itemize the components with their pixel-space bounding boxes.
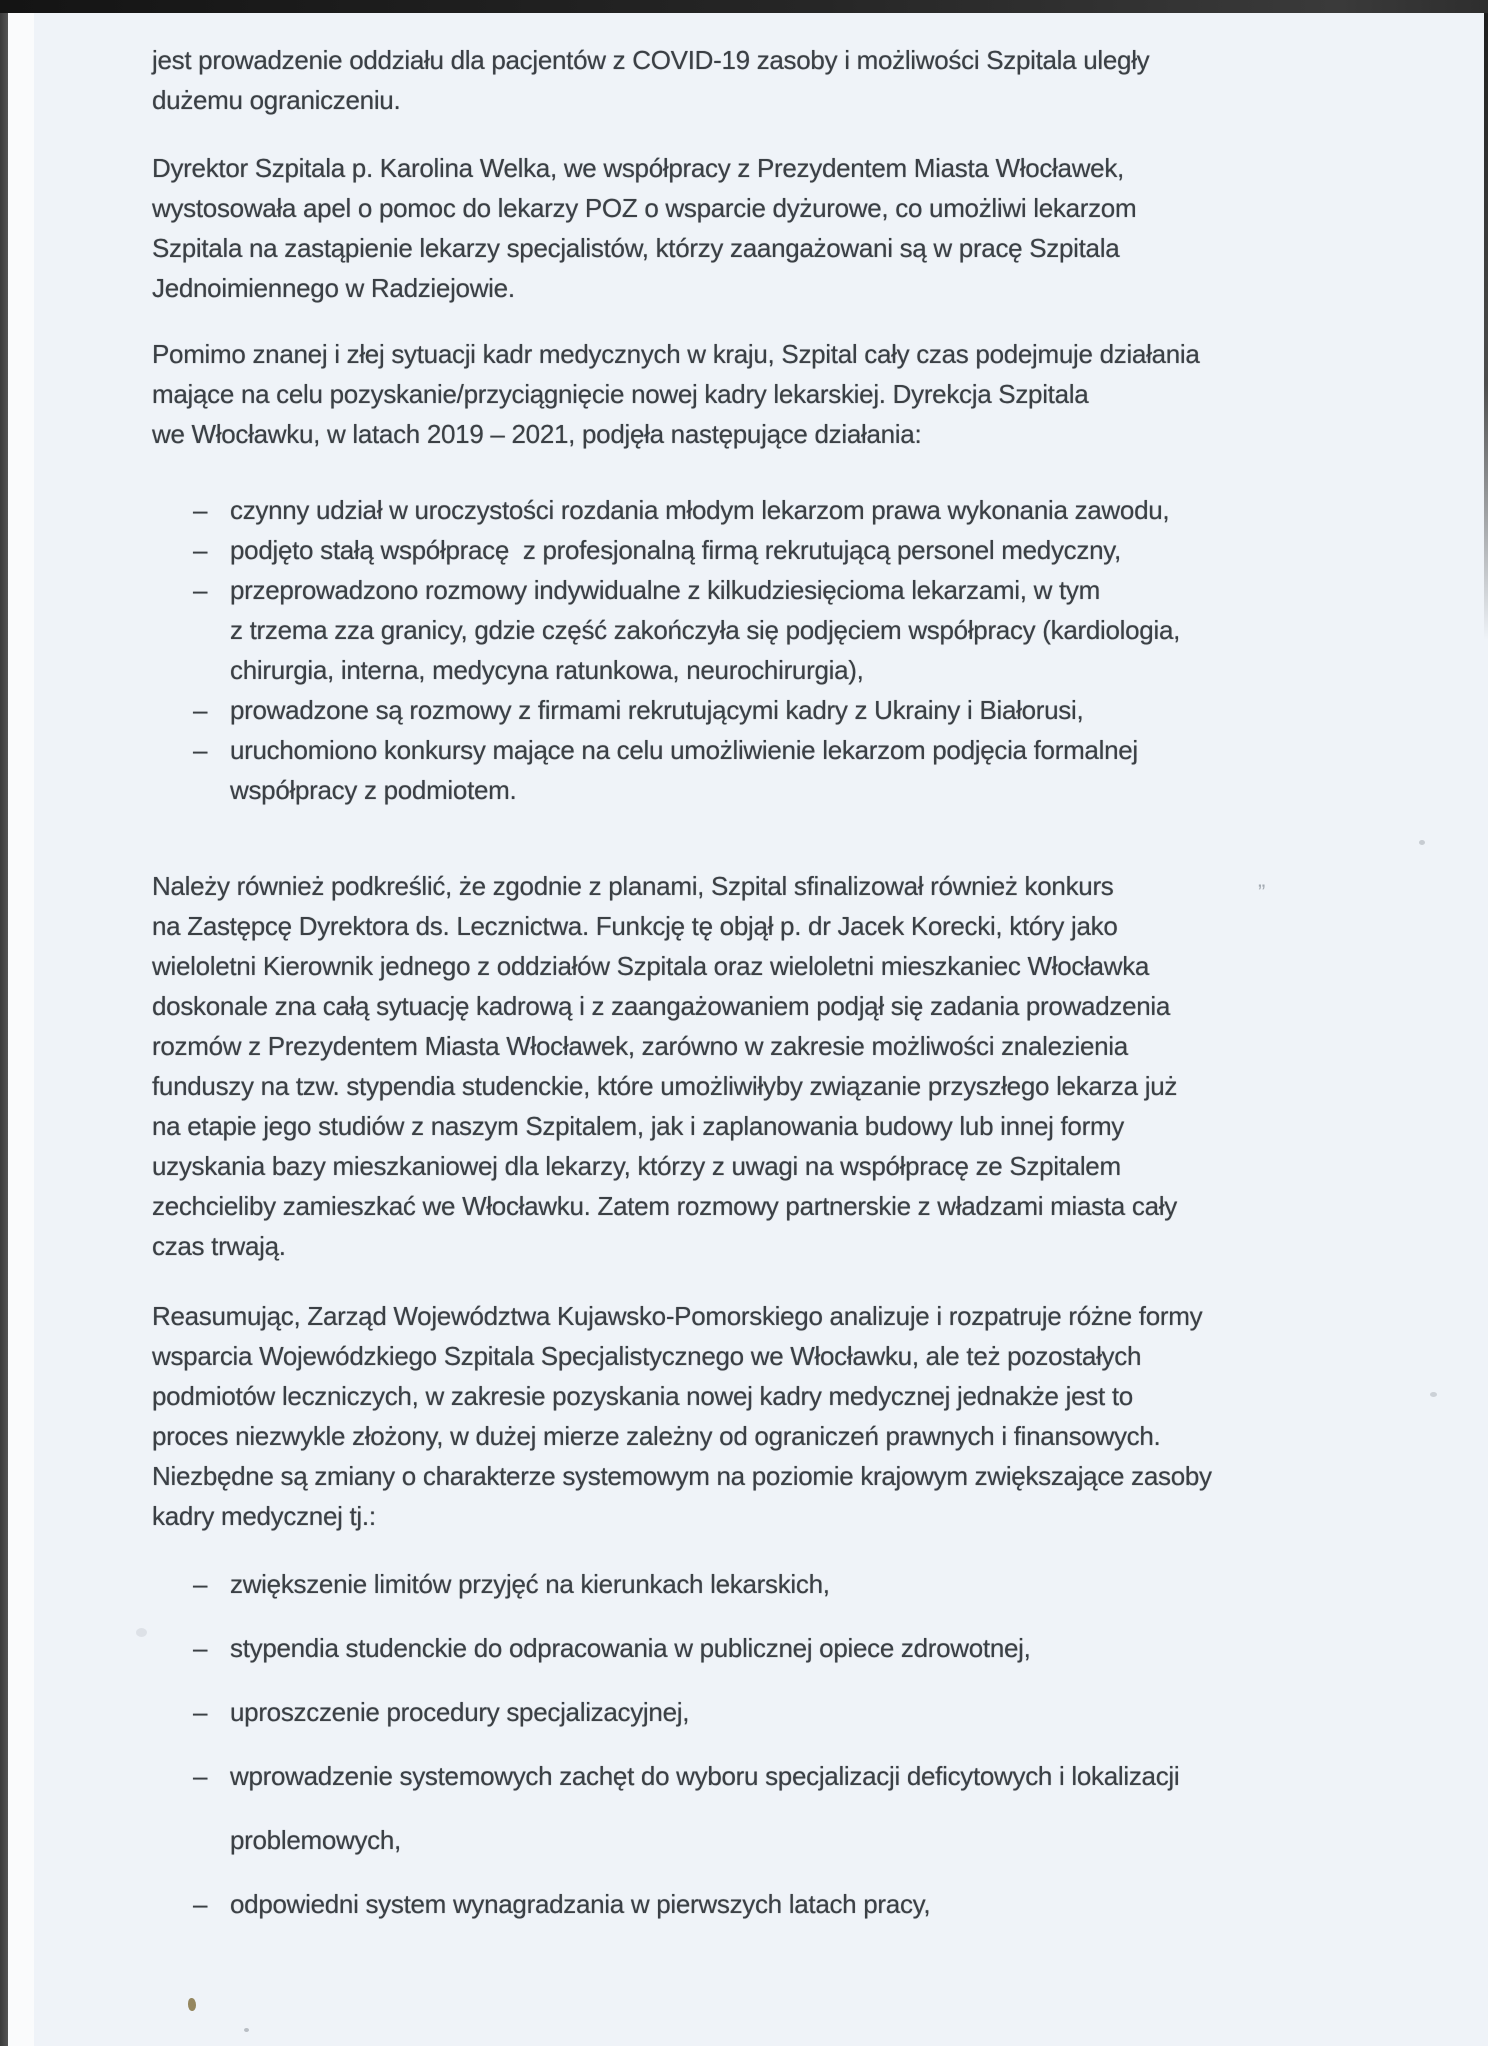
scan-speck [1430, 1392, 1437, 1397]
list-item [152, 1744, 1448, 1872]
paragraph-konkurs-zastepca [152, 866, 1448, 1266]
scanner-edge-left [0, 0, 8, 2046]
text-line: wystosowała apel o pomoc do lekarzy POZ o wsparcie dyżurowe, co umożliwi lekarzom [152, 193, 1137, 223]
paragraph-dzialania-intro [152, 334, 1448, 454]
ink-speck [188, 1998, 196, 2011]
list-item [152, 1680, 1448, 1744]
bullet-dash-icon: – [193, 695, 208, 725]
text-line: na etapie jego studiów z naszym Szpitalem, jak i zaplanowania budowy lub innej formy [152, 1111, 1125, 1141]
list-item [152, 1552, 1448, 1616]
list-item [152, 570, 1448, 690]
bullet-dash-icon: – [193, 575, 208, 605]
bullet-dash-icon: – [193, 495, 208, 525]
bullet-dash-icon: – [193, 735, 208, 765]
list-item [152, 490, 1448, 530]
text-line: mające na celu pozyskanie/przyciągnięcie nowej kadry lekarskiej. Dyrekcja Szpitala [152, 379, 1089, 409]
text-line: Jednoimiennego w Radziejowie. [152, 273, 515, 303]
text-line: jest prowadzenie oddziału dla pacjentów z COVID-19 zasoby i możliwości Szpitala uległy [152, 45, 1150, 75]
text-line: Dyrektor Szpitala p. Karolina Welka, we współpracy z Prezydentem Miasta Włocławek, [152, 153, 1124, 183]
bullet-dash-icon: – [193, 1761, 208, 1791]
text-line: wprowadzenie systemowych zachęt do wyboru specjalizacji deficytowych i lokalizacji [230, 1761, 1180, 1791]
bullet-list-dzialania [152, 490, 1448, 810]
text-line: zechcieliby zamieszkać we Włocławku. Zatem rozmowy partnerskie z władzami miasta cały [152, 1191, 1177, 1221]
list-item [152, 1872, 1448, 1936]
text-line: podmiotów leczniczych, w zakresie pozyskania nowej kadry medycznej jednakże jest to [152, 1381, 1133, 1411]
text-line: współpracy z podmiotem. [230, 775, 517, 805]
text-line: Niezbędne są zmiany o charakterze systemowym na poziomie krajowym zwiększające zasoby [152, 1461, 1212, 1491]
text-line: zwiększenie limitów przyjęć na kierunkach lekarskich, [230, 1569, 830, 1599]
text-line: Szpitala na zastąpienie lekarzy specjalistów, którzy zaangażowani są w pracę Szpitala [152, 233, 1120, 263]
text-line: wsparcia Wojewódzkiego Szpitala Specjalistycznego we Włocławku, ale też pozostałych [152, 1341, 1142, 1371]
text-line: funduszy na tzw. stypendia studenckie, które umożliwiłyby związanie przyszłego lekarza już [152, 1071, 1178, 1101]
bullet-dash-icon: – [193, 1569, 208, 1599]
bullet-dash-icon: – [193, 1633, 208, 1663]
paragraph-dyrektor-apel [152, 148, 1448, 308]
text-line: podjęto stałą współpracę z profesjonalną firmą rekrutującą personel medyczny, [230, 535, 1121, 565]
text-line: przeprowadzono rozmowy indywidualne z kilkudziesięcioma lekarzami, w tym [230, 575, 1100, 605]
paper-edge-band [8, 13, 34, 2046]
text-line: kadry medycznej tj.: [152, 1501, 376, 1531]
text-line: uproszczenie procedury specjalizacyjnej, [230, 1697, 690, 1727]
text-line: proces niezwykle złożony, w dużej mierze zależny od ograniczeń prawnych i finansowych. [152, 1421, 1161, 1451]
list-item [152, 690, 1448, 730]
text-line: dużemu ograniczeniu. [152, 85, 401, 115]
scanner-edge-right [1484, 0, 1488, 640]
bullet-dash-icon: – [193, 1697, 208, 1727]
text-line: odpowiedni system wynagradzania w pierwszych latach pracy, [230, 1889, 931, 1919]
text-line: stypendia studenckie do odpracowania w publicznej opiece zdrowotnej, [230, 1633, 1031, 1663]
text-line: Pomimo znanej i złej sytuacji kadr medycznych w kraju, Szpital cały czas podejmuje działania [152, 339, 1200, 369]
text-line: we Włocławku, w latach 2019 – 2021, podjęła następujące działania: [152, 419, 922, 449]
text-line: uzyskania bazy mieszkaniowej dla lekarzy, którzy z uwagi na współpracę ze Szpitalem [152, 1151, 1121, 1181]
text-line: prowadzone są rozmowy z firmami rekrutującymi kadry z Ukrainy i Białorusi, [230, 695, 1084, 725]
scanner-edge-top [0, 0, 1488, 13]
scan-artifact-quote: ” [1258, 880, 1266, 905]
text-line: czas trwają. [152, 1231, 286, 1261]
text-line: Należy również podkreślić, że zgodnie z planami, Szpital sfinalizował również konkurs [152, 871, 1114, 901]
bullet-dash-icon: – [193, 1889, 208, 1919]
paragraph-covid-ograniczenie [152, 40, 1448, 120]
text-line: czynny udział w uroczystości rozdania młodym lekarzom prawa wykonania zawodu, [230, 495, 1170, 525]
text-line: problemowych, [230, 1825, 401, 1855]
text-line: z trzema zza granicy, gdzie część zakończyła się podjęciem współpracy (kardiologia, [230, 615, 1181, 645]
paragraph-reasumujac [152, 1296, 1448, 1536]
text-line: rozmów z Prezydentem Miasta Włocławek, zarówno w zakresie możliwości znalezienia [152, 1031, 1128, 1061]
scan-speck [136, 1628, 147, 1637]
text-line: Reasumując, Zarząd Województwa Kujawsko-Pomorskiego analizuje i rozpatruje różne formy [152, 1301, 1203, 1331]
bullet-list-zmiany-systemowe [152, 1552, 1448, 1936]
text-line: chirurgia, interna, medycyna ratunkowa, neurochirurgia), [230, 655, 864, 685]
list-item [152, 1616, 1448, 1680]
text-line: na Zastępcę Dyrektora ds. Lecznictwa. Funkcję tę objął p. dr Jacek Korecki, który jako [152, 911, 1118, 941]
text-line: uruchomiono konkursy mające na celu umożliwienie lekarzom podjęcia formalnej [230, 735, 1138, 765]
scan-speck [1419, 840, 1425, 845]
bullet-dash-icon: – [193, 535, 208, 565]
text-line: wieloletni Kierownik jednego z oddziałów Szpitala oraz wieloletni mieszkaniec Włocławka [152, 951, 1150, 981]
list-item [152, 730, 1448, 810]
text-line: doskonale zna całą sytuację kadrową i z zaangażowaniem podjął się zadania prowadzenia [152, 991, 1171, 1021]
list-item [152, 530, 1448, 570]
scan-speck [244, 2028, 249, 2032]
